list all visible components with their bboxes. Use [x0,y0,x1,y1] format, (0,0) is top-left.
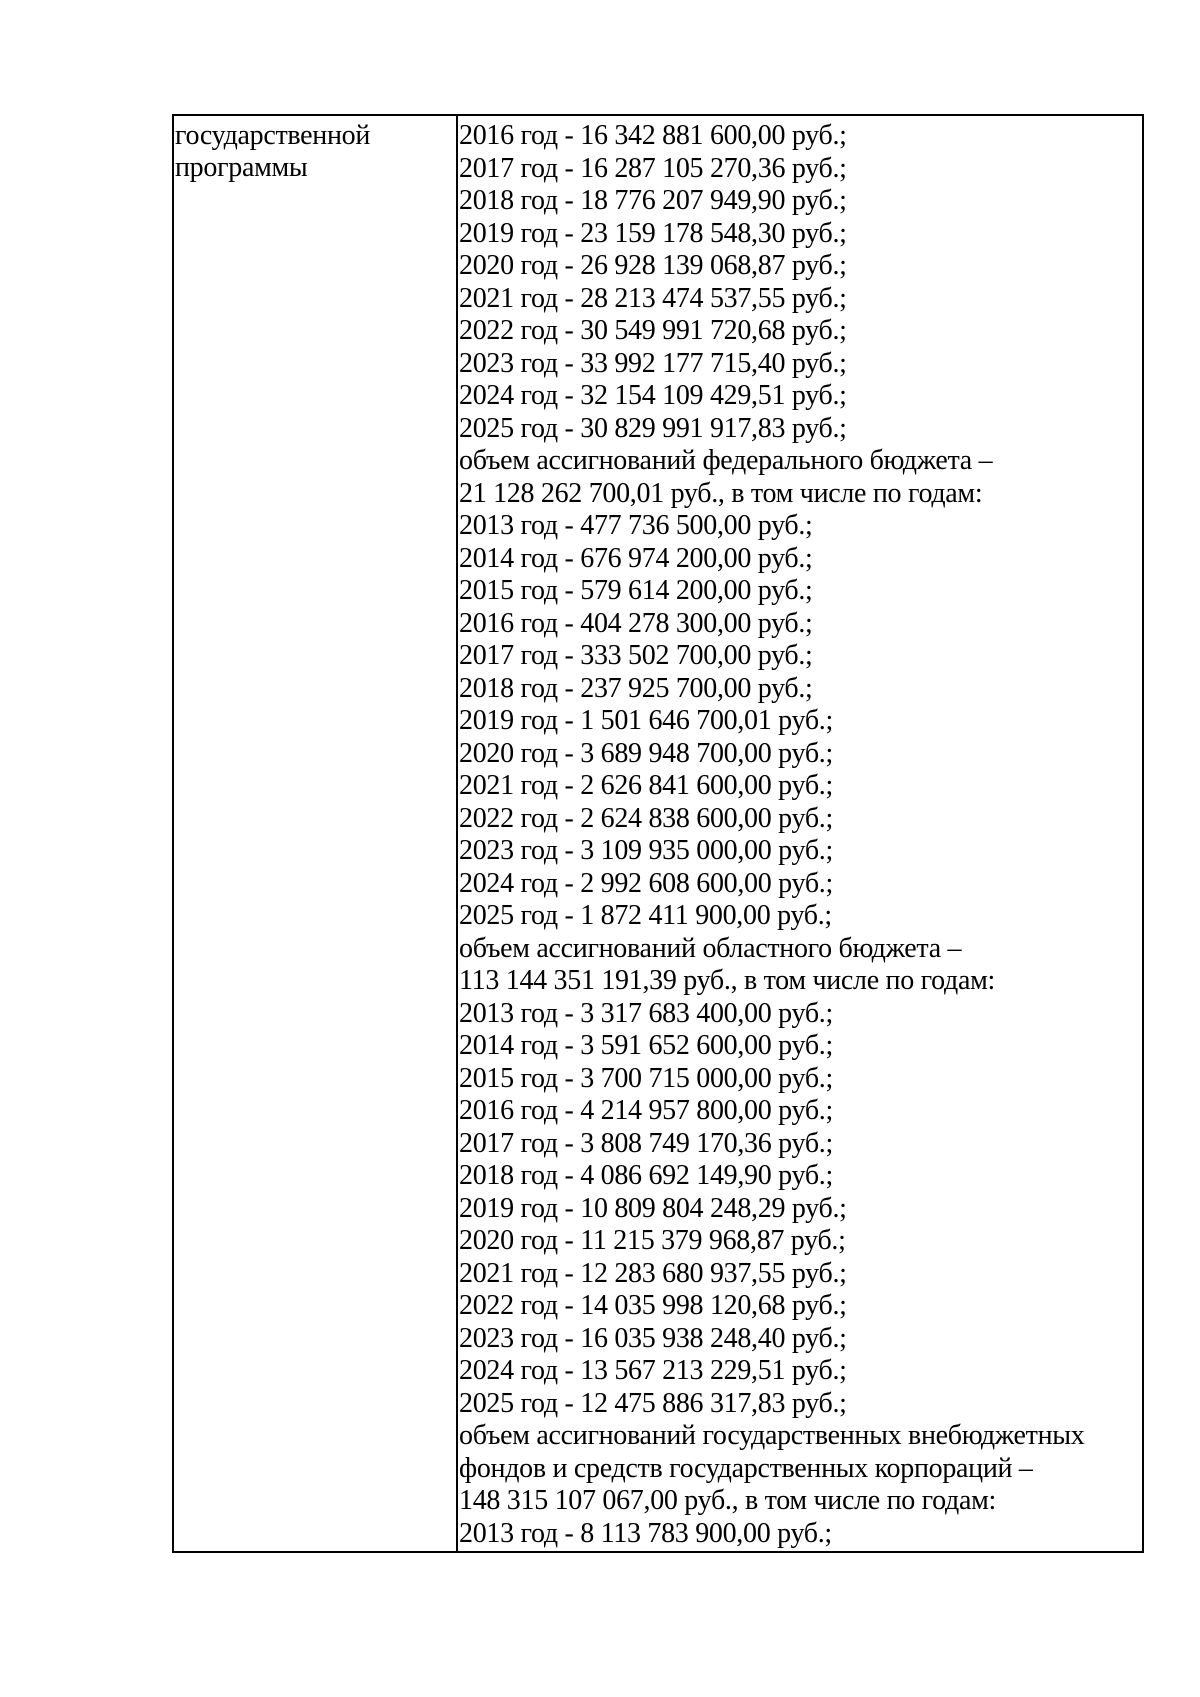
funding-line: 2021 год - 12 283 680 937,55 руб.; [459,1257,847,1289]
funding-line: 2023 год - 33 992 177 715,40 руб.; [459,347,847,379]
funding-line: 2025 год - 12 475 886 317,83 руб.; [459,1387,847,1419]
funding-line: 2022 год - 30 549 991 720,68 руб.; [459,315,847,346]
funding-table [172,114,1144,1553]
funding-line: 2019 год - 23 159 178 548,30 руб.; [459,217,847,249]
funding-line: объем ассигнований федерального бюджета – [459,445,993,476]
funding-line: 148 315 107 067,00 руб., в том числе по годам: [459,1485,997,1516]
funding-line: 2019 год - 1 501 646 700,01 руб.; [459,705,833,736]
funding-line: 21 128 262 700,01 руб., в том числе по годам: [459,477,983,509]
funding-line: 2014 год - 676 974 200,00 руб.; [459,542,813,574]
funding-line: фондов и средств государственных корпораций – [459,1452,1033,1484]
funding-line: 2024 год - 32 154 109 429,51 руб.; [459,380,847,411]
funding-line: 2020 год - 26 928 139 068,87 руб.; [459,250,847,281]
funding-line: 2023 год - 16 035 938 248,40 руб.; [459,1322,847,1354]
funding-line: 2021 год - 28 213 474 537,55 руб.; [459,282,847,314]
funding-details-cell [458,116,1142,1551]
funding-line: 2016 год - 4 214 957 800,00 руб.; [459,1095,833,1126]
funding-line: 2018 год - 4 086 692 149,90 руб.; [459,1160,833,1191]
funding-line: 2024 год - 13 567 213 229,51 руб.; [459,1355,847,1386]
funding-line: 2013 год - 3 317 683 400,00 руб.; [459,997,833,1029]
funding-line: 2017 год - 3 808 749 170,36 руб.; [459,1127,833,1159]
funding-line: 2023 год - 3 109 935 000,00 руб.; [459,835,833,866]
funding-line: объем ассигнований областного бюджета – [459,932,962,964]
funding-line: 2013 год - 477 736 500,00 руб.; [459,510,813,541]
funding-line: 2016 год - 404 278 300,00 руб.; [459,607,813,639]
funding-line: 2021 год - 2 626 841 600,00 руб.; [459,770,833,801]
funding-line: 2018 год - 18 776 207 949,90 руб.; [459,185,847,216]
funding-line: объем ассигнований государственных внебюджетных [459,1420,1085,1451]
funding-line: 2025 год - 1 872 411 900,00 руб.; [459,900,832,931]
row-label-line: государственной [175,120,371,151]
funding-line: 2019 год - 10 809 804 248,29 руб.; [459,1192,847,1224]
funding-line: 2022 год - 14 035 998 120,68 руб.; [459,1290,847,1321]
funding-line: 2013 год - 8 113 783 900,00 руб.; [459,1517,832,1549]
row-label-line: программы [175,152,308,183]
funding-line: 113 144 351 191,39 руб., в том числе по годам: [459,965,995,996]
funding-line: 2015 год - 579 614 200,00 руб.; [459,575,813,606]
funding-line: 2017 год - 16 287 105 270,36 руб.; [459,152,847,184]
funding-line: 2022 год - 2 624 838 600,00 руб.; [459,802,833,834]
funding-line: 2018 год - 237 925 700,00 руб.; [459,672,813,704]
funding-line: 2015 год - 3 700 715 000,00 руб.; [459,1062,833,1094]
funding-line: 2024 год - 2 992 608 600,00 руб.; [459,867,833,899]
funding-line: 2020 год - 11 215 379 968,87 руб.; [459,1225,846,1256]
funding-line: 2020 год - 3 689 948 700,00 руб.; [459,737,833,769]
funding-line: 2016 год - 16 342 881 600,00 руб.; [459,120,847,151]
row-label-cell [174,116,458,1551]
funding-line: 2025 год - 30 829 991 917,83 руб.; [459,412,847,444]
funding-line: 2017 год - 333 502 700,00 руб.; [459,640,813,671]
funding-line: 2014 год - 3 591 652 600,00 руб.; [459,1030,833,1061]
